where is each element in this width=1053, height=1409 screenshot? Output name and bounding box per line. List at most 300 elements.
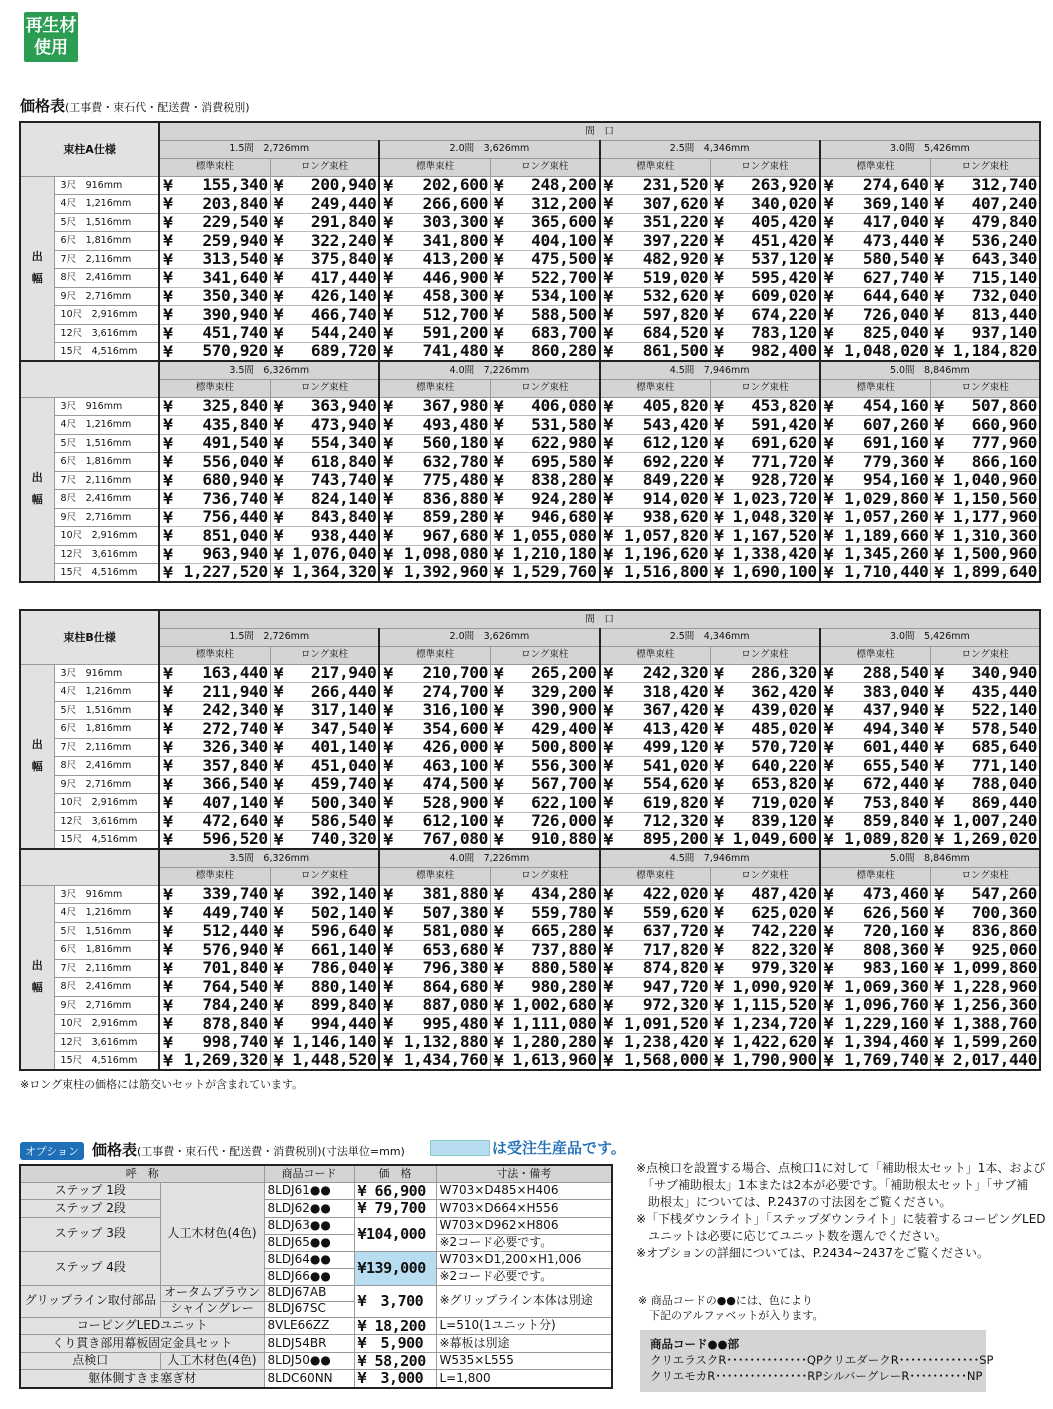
price-value: 1,167,520 (732, 526, 817, 545)
price-cell (159, 941, 270, 960)
price-value: 1,529,760 (512, 563, 597, 582)
color-code-rp: クリエモカR････････････････RP (650, 1369, 823, 1383)
price-value: 231,520 (642, 176, 709, 195)
price-cell (270, 434, 379, 453)
yen-sign: ¥ (934, 305, 944, 324)
price-cell (159, 269, 270, 288)
price-value: 880,140 (310, 977, 377, 996)
price-cell (600, 545, 711, 564)
price-value: 1,023,720 (732, 489, 817, 508)
price-cell (379, 664, 490, 683)
yen-sign: ¥ (934, 324, 944, 343)
price-value: 595,420 (751, 268, 817, 287)
yen-sign: ¥ (493, 756, 504, 775)
depth-row-label: 9尺 2,716mm (54, 287, 159, 306)
long-post-header: ロング束柱 (270, 158, 379, 176)
yen-sign: ¥ (163, 268, 173, 287)
price-cell (379, 564, 490, 583)
yen-sign: ¥ (493, 1033, 504, 1052)
heading-title: 価格表 (20, 97, 66, 115)
yen-sign: ¥ (493, 397, 504, 416)
price-cell (600, 720, 711, 739)
price-cell (159, 1033, 270, 1052)
yen-sign: ¥ (383, 1033, 393, 1052)
yen-sign: ¥ (163, 342, 173, 361)
yen-sign: ¥ (823, 1033, 834, 1052)
price-value: 1,769,740 (844, 1051, 929, 1070)
price-cell (379, 701, 490, 720)
yen-sign: ¥ (493, 682, 504, 701)
price-cell (159, 453, 270, 472)
price-cell (931, 453, 1040, 472)
price-cell (931, 812, 1040, 831)
color-code-box (640, 1330, 994, 1392)
price-value: 1,599,260 (952, 1033, 1037, 1052)
price-value: 979,320 (751, 959, 817, 978)
price-value: 1,091,520 (623, 1014, 709, 1033)
price-value: 878,840 (202, 1014, 268, 1033)
yen-sign: ¥ (934, 452, 944, 471)
price-cell (820, 527, 931, 546)
price-cell (711, 757, 820, 776)
price-value: 627,740 (862, 268, 929, 287)
price-value: 732,040 (971, 287, 1037, 306)
price-value: 366,540 (202, 775, 268, 794)
yen-sign: ¥ (714, 775, 724, 794)
yen-sign: ¥ (273, 830, 284, 849)
yen-sign: ¥ (493, 305, 504, 324)
price-value: 1,500,960 (952, 545, 1037, 564)
price-cell (379, 195, 490, 214)
yen-sign: ¥ (603, 701, 613, 720)
yen-sign: ¥ (493, 996, 504, 1015)
yen-sign: ¥ (714, 959, 724, 978)
yen-sign: ¥ (603, 471, 613, 490)
yen-sign: ¥ (273, 812, 284, 831)
yen-sign: ¥ (934, 250, 944, 269)
std-post-header: 標準束柱 (379, 867, 490, 885)
yen-sign: ¥ (714, 176, 724, 195)
yen-sign: ¥ (493, 452, 504, 471)
yen-sign: ¥ (383, 287, 393, 306)
price-value: 591,200 (422, 324, 488, 343)
kuri-spec: ※幕板は別途 (436, 1335, 612, 1353)
price-cell (711, 287, 820, 306)
std-post-header: 標準束柱 (820, 867, 931, 885)
price-value: 824,140 (310, 489, 377, 508)
long-post-header: ロング束柱 (931, 379, 1040, 397)
yen-sign: ¥ (163, 471, 173, 490)
step2-spec: W703×D664×H556 (436, 1200, 612, 1218)
price-cell (711, 996, 820, 1015)
yen-sign: ¥ (273, 471, 284, 490)
price-value: 684,520 (642, 324, 709, 343)
price-cell (490, 306, 599, 325)
step4-spec1: W703×D1,200×H1,006 (436, 1251, 612, 1268)
price-cell (600, 831, 711, 850)
price-cell (600, 794, 711, 813)
price-cell (820, 434, 931, 453)
price-cell (820, 453, 931, 472)
yen-sign: ¥ (934, 701, 944, 720)
price-cell (820, 720, 931, 739)
price-value: 1,229,160 (844, 1014, 929, 1033)
yen-sign: ¥ (603, 194, 613, 213)
price-cell (711, 738, 820, 757)
yen-sign: ¥ (273, 545, 284, 564)
side-label-top: 出 (31, 959, 43, 973)
depth-row-label: 12尺 3,616mm (54, 545, 159, 564)
yen-sign: ¥ (163, 305, 173, 324)
price-cell (820, 996, 931, 1015)
price-cell (600, 527, 711, 546)
depth-row-label: 8尺 2,416mm (54, 757, 159, 776)
yen-sign: ¥ (823, 268, 834, 287)
price-value: 531,580 (531, 415, 597, 434)
yen-sign: ¥ (714, 268, 724, 287)
price-cell (270, 545, 379, 564)
price-cell (490, 701, 599, 720)
span-header: 4.0間 7,226mm (379, 849, 599, 867)
price-value: 910,880 (531, 830, 597, 849)
tenken-code: 8LDJ50●● (264, 1352, 354, 1370)
price-value: 578,540 (971, 719, 1037, 738)
price-value: 512,440 (202, 922, 268, 941)
yen-sign: ¥ (493, 342, 504, 361)
price-value: 1,057,260 (844, 508, 929, 527)
kuri-code: 8LDJ54BR (264, 1335, 354, 1353)
price-value: 1,234,720 (732, 1014, 817, 1033)
yen-sign: ¥ (383, 1051, 393, 1070)
price-cell (711, 397, 820, 416)
price-value: 383,040 (862, 682, 929, 701)
price-value: 874,820 (642, 959, 709, 978)
yen-sign: ¥ (603, 526, 613, 545)
price-cell (711, 508, 820, 527)
price-cell (379, 343, 490, 362)
price-value: 612,120 (642, 434, 709, 453)
price-cell (270, 812, 379, 831)
side-label-top: 出 (31, 471, 43, 485)
yen-sign: ¥ (383, 775, 393, 794)
price-cell (159, 959, 270, 978)
span-header: 4.5間 7,946mm (600, 849, 820, 867)
yen-sign: ¥ (823, 664, 834, 683)
price-cell (711, 343, 820, 362)
price-cell (600, 683, 711, 702)
yen-sign: ¥ (823, 885, 834, 904)
price-cell (820, 343, 931, 362)
yen-sign: ¥ (603, 1033, 613, 1052)
price-value: 341,640 (202, 268, 268, 287)
price-cell (711, 490, 820, 509)
yen-sign: ¥ (823, 415, 834, 434)
yen-sign: ¥ (934, 977, 944, 996)
price-cell (270, 324, 379, 343)
depth-row-label: 8尺 2,416mm (54, 269, 159, 288)
price-value: 719,020 (751, 793, 817, 812)
yen-sign: ¥ (603, 812, 613, 831)
frontage-header: 間 口 (159, 610, 1040, 628)
step3-spec2: ※2コード必要です。 (436, 1234, 612, 1251)
price-cell (711, 959, 820, 978)
price-value: 494,340 (862, 719, 929, 738)
yen-sign: ¥ (823, 903, 834, 922)
price-value: 453,820 (751, 397, 817, 416)
yen-sign: ¥ (163, 489, 173, 508)
price-value: 588,500 (531, 305, 597, 324)
price-cell (711, 1052, 820, 1071)
depth-row-label: 6尺 1,816mm (54, 453, 159, 472)
yen-sign: ¥ (603, 563, 613, 582)
yen-sign: ¥ (163, 194, 173, 213)
price-cell (600, 996, 711, 1015)
price-cell (711, 269, 820, 288)
depth-row-label: 4尺 1,216mm (54, 195, 159, 214)
price-cell (379, 306, 490, 325)
yen-sign: ¥ (163, 793, 173, 812)
price-value: 291,840 (310, 213, 377, 232)
yen-sign: ¥ (163, 1014, 173, 1033)
long-post-header: ロング束柱 (490, 158, 599, 176)
price-cell (711, 978, 820, 997)
yen-sign: ¥ (383, 682, 393, 701)
depth-row-label: 4尺 1,216mm (54, 683, 159, 702)
price-value: 341,800 (422, 231, 488, 250)
yen-sign: ¥ (163, 996, 173, 1015)
price-value: 266,600 (422, 194, 488, 213)
price-value: 637,720 (642, 922, 709, 941)
price-cell (600, 941, 711, 960)
price-value: 1,189,660 (844, 526, 929, 545)
price-cell (711, 324, 820, 343)
yen-sign: ¥ (163, 940, 173, 959)
price-cell (159, 978, 270, 997)
depth-row-label: 8尺 2,416mm (54, 978, 159, 997)
price-value: 316,100 (422, 701, 488, 720)
price-value: 451,740 (202, 324, 268, 343)
price-value: 570,720 (751, 738, 817, 757)
price-value: 362,420 (751, 682, 817, 701)
price-value: 325,840 (202, 397, 268, 416)
yen-sign: ¥ (714, 324, 724, 343)
yen-sign: ¥ (714, 1033, 724, 1052)
yen-sign: ¥ (714, 397, 724, 416)
price-cell (490, 904, 599, 923)
price-cell (159, 996, 270, 1015)
price-value: 864,680 (422, 977, 488, 996)
yen-sign: ¥ (273, 194, 284, 213)
price-value: 491,540 (202, 434, 268, 453)
price-value: 1,345,260 (844, 545, 929, 564)
note-line: ユニットは必要に応じてユニット数を選んでください。 (636, 1229, 948, 1243)
step4-spec2: ※2コード必要です。 (436, 1268, 612, 1285)
yen-sign: ¥ (163, 508, 173, 527)
price-value: 454,160 (862, 397, 929, 416)
price-cell (270, 471, 379, 490)
price-cell (490, 978, 599, 997)
price-value: 407,240 (971, 194, 1037, 213)
price-cell (379, 1015, 490, 1034)
price-value: 229,540 (202, 213, 268, 232)
price-value: 426,140 (310, 287, 377, 306)
price-value: 691,160 (862, 434, 929, 453)
yen-sign: ¥ (934, 756, 944, 775)
yen-sign: ¥ (163, 682, 173, 701)
yen-sign: ¥ (714, 194, 724, 213)
step1-code: 8LDJ61●● (264, 1182, 354, 1200)
depth-row-label: 4尺 1,216mm (54, 416, 159, 435)
price-value: 1,434,760 (403, 1051, 488, 1070)
price-value: 700,360 (971, 903, 1037, 922)
price-value: 924,280 (531, 489, 597, 508)
step3-price: ¥104,000 (354, 1217, 436, 1251)
yen-sign: ¥ (493, 775, 504, 794)
depth-row-label: 8尺 2,416mm (54, 490, 159, 509)
depth-row-label: 3尺 916mm (54, 397, 159, 416)
price-cell (159, 232, 270, 251)
price-cell (379, 794, 490, 813)
std-post-header: 標準束柱 (820, 158, 931, 176)
price-cell (931, 738, 1040, 757)
price-cell (490, 831, 599, 850)
suki-name: 躯体側すきま塞ぎ材 (20, 1370, 264, 1388)
long-post-header: ロング束柱 (270, 379, 379, 397)
yen-sign: ¥ (823, 305, 834, 324)
yen-sign: ¥ (273, 526, 284, 545)
price-cell (159, 664, 270, 683)
price-cell (931, 904, 1040, 923)
price-value: 502,140 (310, 903, 377, 922)
price-cell (711, 1033, 820, 1052)
price-cell (379, 812, 490, 831)
price-cell (270, 195, 379, 214)
price-cell (270, 1052, 379, 1071)
long-post-header: ロング束柱 (931, 867, 1040, 885)
price-value: 581,080 (422, 922, 488, 941)
price-cell (820, 250, 931, 269)
price-cell (820, 831, 931, 850)
price-value: 265,200 (531, 664, 597, 683)
span-header: 2.0間 3,626mm (379, 140, 599, 158)
price-cell (379, 213, 490, 232)
price-cell (931, 287, 1040, 306)
grip-spec: ※グリップライン本体は別途 (436, 1285, 612, 1317)
price-value: 474,500 (422, 775, 488, 794)
yen-sign: ¥ (934, 903, 944, 922)
span-header: 3.5間 6,326mm (159, 849, 379, 867)
yen-sign: ¥ (493, 213, 504, 232)
price-value: 580,540 (862, 250, 929, 269)
price-value: 717,820 (642, 940, 709, 959)
price-value: 163,440 (202, 664, 268, 683)
price-value: 813,440 (971, 305, 1037, 324)
yen-sign: ¥ (714, 489, 724, 508)
price-value: 1,710,440 (844, 563, 929, 582)
yen-sign: ¥ (493, 922, 504, 941)
price-value: 288,540 (862, 664, 929, 683)
price-cell (379, 453, 490, 472)
yen-sign: ¥ (603, 434, 613, 453)
price-value: 653,820 (751, 775, 817, 794)
price-value: 644,640 (862, 287, 929, 306)
price-value: 367,980 (422, 397, 488, 416)
price-cell (820, 922, 931, 941)
price-cell (490, 471, 599, 490)
yen-sign: ¥ (714, 434, 724, 453)
price-value: 859,280 (422, 508, 488, 527)
price-cell (270, 683, 379, 702)
depth-row-label: 5尺 1,516mm (54, 434, 159, 453)
price-value: 825,040 (862, 324, 929, 343)
price-value: 692,220 (642, 452, 709, 471)
price-cell (159, 812, 270, 831)
price-cell (490, 1015, 599, 1034)
yen-sign: ¥ (603, 213, 613, 232)
yen-sign: ¥ (823, 738, 834, 757)
yen-sign: ¥ (493, 471, 504, 490)
kuri-price: ¥ 5,900 (354, 1335, 436, 1353)
price-value: 947,720 (642, 977, 709, 996)
price-value: 859,840 (862, 812, 929, 831)
yen-sign: ¥ (383, 489, 393, 508)
yen-sign: ¥ (383, 231, 393, 250)
yen-sign: ¥ (603, 231, 613, 250)
price-cell (931, 757, 1040, 776)
depth-row-label: 10尺 2,916mm (54, 527, 159, 546)
yen-sign: ¥ (714, 1051, 724, 1070)
recycled-material-badge (24, 12, 78, 62)
price-cell (711, 831, 820, 850)
price-value: 1,007,240 (952, 812, 1037, 831)
price-cell (931, 195, 1040, 214)
depth-row-label: 9尺 2,716mm (54, 508, 159, 527)
price-value: 849,220 (642, 471, 709, 490)
step-material: 人工木材色(4色) (160, 1182, 264, 1285)
yen-sign: ¥ (273, 342, 284, 361)
price-cell (820, 701, 931, 720)
yen-sign: ¥ (714, 526, 724, 545)
note-line: ※点検口を設置する場合、点検口1に対して「補助根太セット」1本、および (636, 1161, 1046, 1175)
yen-sign: ¥ (714, 996, 724, 1015)
price-value: 1,040,960 (952, 471, 1037, 490)
long-post-header: ロング束柱 (711, 646, 820, 664)
price-value: 413,200 (422, 250, 488, 269)
price-cell (490, 287, 599, 306)
price-cell (270, 959, 379, 978)
span-header: 5.0間 8,846mm (820, 849, 1040, 867)
price-cell (600, 269, 711, 288)
yen-sign: ¥ (273, 1014, 284, 1033)
price-value: 528,900 (422, 793, 488, 812)
yen-sign: ¥ (934, 508, 944, 527)
yen-sign: ¥ (603, 922, 613, 941)
yen-sign: ¥ (493, 415, 504, 434)
price-cell (820, 269, 931, 288)
yen-sign: ¥ (163, 415, 173, 434)
yen-sign: ¥ (823, 452, 834, 471)
price-cell (711, 453, 820, 472)
price-cell (711, 416, 820, 435)
yen-sign: ¥ (714, 719, 724, 738)
price-value: 537,120 (751, 250, 817, 269)
price-value: 972,320 (642, 996, 709, 1015)
span-header: 4.5間 7,946mm (600, 361, 820, 379)
std-post-header: 標準束柱 (379, 379, 490, 397)
yen-sign: ¥ (273, 682, 284, 701)
price-cell (820, 416, 931, 435)
price-cell (379, 941, 490, 960)
